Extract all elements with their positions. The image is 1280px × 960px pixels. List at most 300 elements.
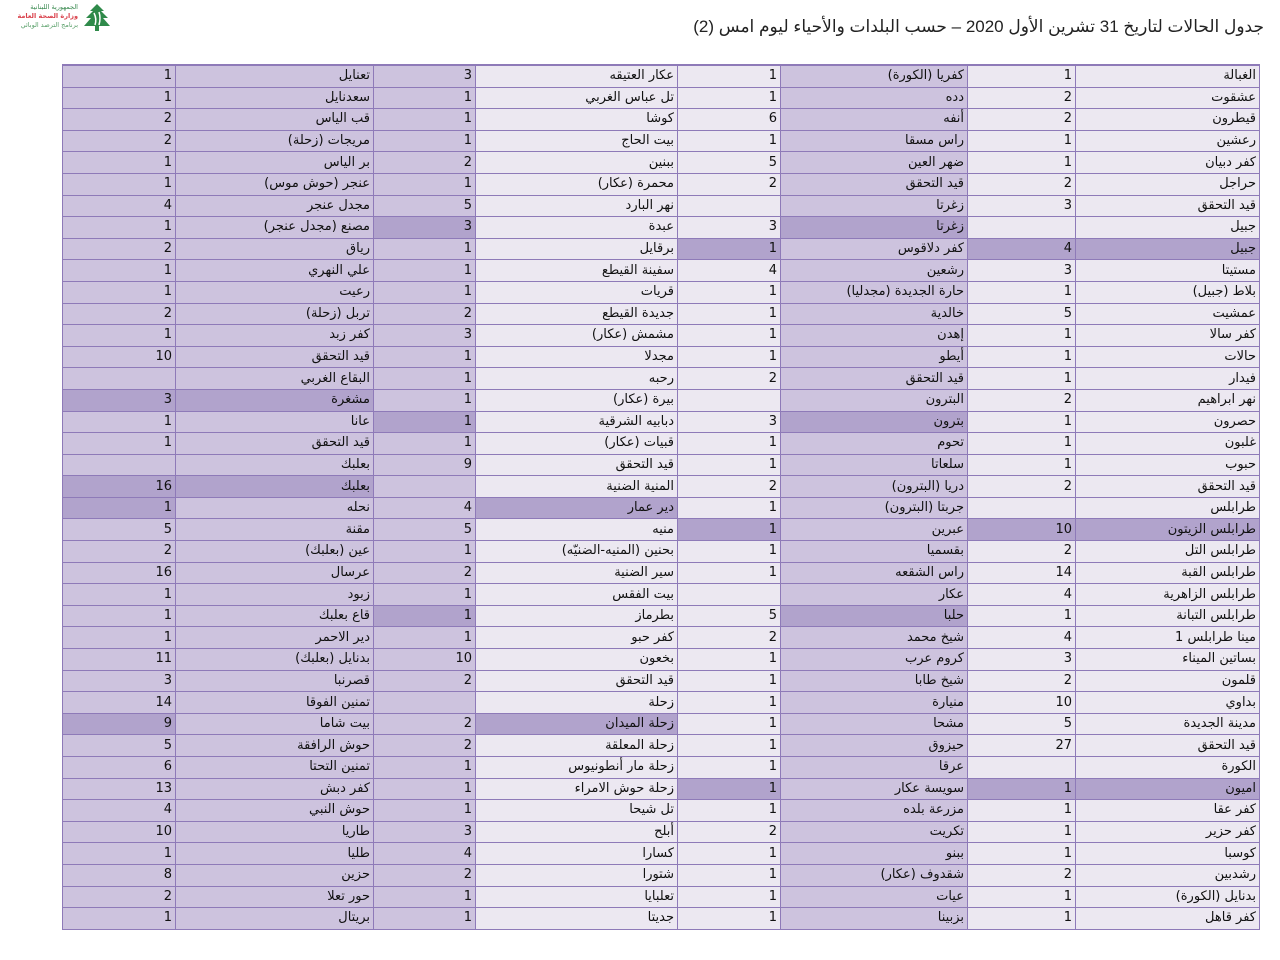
cell-count: 2 (63, 109, 176, 131)
cell-locality: قيد التحقق (1076, 476, 1260, 498)
cell-locality: رشعين (781, 260, 968, 282)
cell-count: 5 (374, 195, 476, 217)
region-header-cell: حلبا (781, 605, 968, 627)
cell-count: 2 (968, 87, 1076, 109)
logo-line-ministry: وزارة الصحة العامة (17, 12, 78, 20)
cell-locality: جبيل (1076, 217, 1260, 239)
cell-count: 3 (374, 217, 476, 239)
cell-count: 4 (63, 195, 176, 217)
cell-locality: طرابلس التبانة (1076, 605, 1260, 627)
cell-locality: بزبينا (781, 908, 968, 930)
cell-locality: بلاط (جبيل) (1076, 281, 1260, 303)
table-row (63, 670, 1260, 692)
cell-locality: زحلة (476, 692, 678, 714)
cell-count: 1 (374, 87, 476, 109)
region-header-cell: بترون (781, 411, 968, 433)
cell-locality: نحله (176, 497, 374, 519)
cell-locality: محمرة (عكار) (476, 173, 678, 195)
cell-locality: فيدار (1076, 368, 1260, 390)
table-row (63, 411, 1260, 433)
cell-locality: راس مسقا (781, 130, 968, 152)
cell-locality: تل عباس الغربي (476, 87, 678, 109)
cell-locality: أبلح (476, 821, 678, 843)
region-header-cell: طرابلس الزيتون (1076, 519, 1260, 541)
cell-count: 1 (63, 281, 176, 303)
cell-locality: مجدل عنجر (176, 195, 374, 217)
cell-locality: بساتين الميناء (1076, 649, 1260, 671)
cell-count: 1 (63, 325, 176, 347)
cell-locality: زحلة المعلقة (476, 735, 678, 757)
table-row (63, 864, 1260, 886)
cell-count: 5 (968, 303, 1076, 325)
region-header-cell: بعلبك (176, 476, 374, 498)
cell-count: 1 (374, 778, 476, 800)
table-row (63, 130, 1260, 152)
cell-count: 1 (678, 454, 781, 476)
cell-locality: كوشا (476, 109, 678, 131)
cell-count: 5 (63, 519, 176, 541)
table-row (63, 649, 1260, 671)
cell-locality: حوش الرافقة (176, 735, 374, 757)
cell-locality: قيد التحقق (781, 368, 968, 390)
cell-locality: منيارة (781, 692, 968, 714)
cell-count: 2 (968, 109, 1076, 131)
cell-count: 3 (63, 389, 176, 411)
cell-locality: سلعاتا (781, 454, 968, 476)
cell-count (968, 757, 1076, 779)
cell-count: 1 (678, 692, 781, 714)
table-row (63, 173, 1260, 195)
region-header-cell: زحلة الميدان (476, 713, 678, 735)
cell-locality: حزين (176, 864, 374, 886)
cell-count: 1 (63, 605, 176, 627)
cell-locality: مستيتا (1076, 260, 1260, 282)
cell-locality: عكار (781, 584, 968, 606)
table-row (63, 562, 1260, 584)
cell-count: 1 (63, 908, 176, 930)
cell-locality: مشحا (781, 713, 968, 735)
cell-locality: طاريا (176, 821, 374, 843)
cell-count: 5 (63, 735, 176, 757)
cell-count (63, 368, 176, 390)
cell-count: 1 (678, 65, 781, 87)
cell-locality: كفر حبو (476, 627, 678, 649)
cell-locality: الكورة (1076, 757, 1260, 779)
cell-count: 5 (678, 605, 781, 627)
cell-locality: بيت الحاج (476, 130, 678, 152)
cell-count: 16 (63, 562, 176, 584)
cell-count: 27 (968, 735, 1076, 757)
cell-count: 4 (63, 800, 176, 822)
cell-locality: عبدة (476, 217, 678, 239)
cell-count: 2 (968, 389, 1076, 411)
cell-locality: شيخ طابا (781, 670, 968, 692)
cell-count: 2 (968, 864, 1076, 886)
cell-count: 1 (968, 886, 1076, 908)
cell-locality: كسارا (476, 843, 678, 865)
cell-locality: ضهر العين (781, 152, 968, 174)
cell-locality: عكار العتيقه (476, 65, 678, 87)
cell-locality: عرسال (176, 562, 374, 584)
cell-locality: سفينة القيطع (476, 260, 678, 282)
cell-locality: شيخ محمد (781, 627, 968, 649)
cases-table (62, 64, 1260, 930)
cell-locality: تل شيحا (476, 800, 678, 822)
cell-locality: غلبون (1076, 433, 1260, 455)
table-row (63, 713, 1260, 735)
cell-count: 1 (968, 454, 1076, 476)
cell-count: 1 (968, 821, 1076, 843)
table-row (63, 346, 1260, 368)
cell-locality: قيد التحقق (781, 173, 968, 195)
cell-count: 1 (374, 800, 476, 822)
cell-locality: منيه (476, 519, 678, 541)
cell-locality: أنفه (781, 109, 968, 131)
cell-count (678, 584, 781, 606)
table-row (63, 519, 1260, 541)
cell-locality: جربتا (البترون) (781, 497, 968, 519)
table-row (63, 433, 1260, 455)
cell-locality: كفر دبش (176, 778, 374, 800)
cell-count: 1 (968, 411, 1076, 433)
cell-count: 1 (678, 735, 781, 757)
cell-locality: مينا طرابلس 1 (1076, 627, 1260, 649)
cell-count: 4 (968, 627, 1076, 649)
cell-count: 2 (678, 173, 781, 195)
cell-locality: كروم عرب (781, 649, 968, 671)
cell-count: 1 (63, 173, 176, 195)
cell-count: 1 (678, 281, 781, 303)
cell-locality: حالات (1076, 346, 1260, 368)
cell-count: 3 (678, 411, 781, 433)
table-row (63, 152, 1260, 174)
table-row (63, 281, 1260, 303)
cell-locality: عنجر (حوش موس) (176, 173, 374, 195)
cell-count: 10 (968, 519, 1076, 541)
cell-locality: ببنين (476, 152, 678, 174)
cell-locality: زغرتا (781, 195, 968, 217)
cell-count: 8 (63, 864, 176, 886)
cell-count: 1 (968, 368, 1076, 390)
region-header-cell: مشغرة (176, 389, 374, 411)
cell-count: 3 (678, 217, 781, 239)
cell-count: 1 (968, 800, 1076, 822)
table-row (63, 800, 1260, 822)
cell-count: 2 (678, 476, 781, 498)
cell-locality: راس الشقعه (781, 562, 968, 584)
cell-locality: البقاع الغربي (176, 368, 374, 390)
cell-count: 1 (678, 649, 781, 671)
table-row (63, 908, 1260, 930)
cell-count: 2 (63, 541, 176, 563)
cell-locality: مريجات (زحلة) (176, 130, 374, 152)
cell-count: 2 (678, 627, 781, 649)
cell-count: 4 (968, 238, 1076, 260)
cell-count (678, 195, 781, 217)
table-row (63, 260, 1260, 282)
cell-count: 10 (63, 821, 176, 843)
cell-count: 3 (968, 195, 1076, 217)
cell-count: 3 (374, 821, 476, 843)
cell-locality: قيد التحقق (476, 454, 678, 476)
cell-locality: دبابيه الشرقية (476, 411, 678, 433)
cell-locality: مصنع (مجدل عنجر) (176, 217, 374, 239)
cell-count: 1 (968, 325, 1076, 347)
cell-count: 1 (374, 260, 476, 282)
cell-locality: تكريت (781, 821, 968, 843)
cell-locality: دريا (البترون) (781, 476, 968, 498)
cell-count: 1 (968, 281, 1076, 303)
table-row (63, 843, 1260, 865)
cell-count: 1 (374, 605, 476, 627)
cell-locality: أيطو (781, 346, 968, 368)
cell-locality: زحلة مار أنطونيوس (476, 757, 678, 779)
cell-count: 16 (63, 476, 176, 498)
cell-locality: برقايل (476, 238, 678, 260)
cell-locality: بيت الفقس (476, 584, 678, 606)
cell-locality: كفر زبد (176, 325, 374, 347)
cell-count: 2 (374, 303, 476, 325)
cell-count: 1 (678, 325, 781, 347)
cell-locality: كفر دبيان (1076, 152, 1260, 174)
cell-count: 1 (63, 65, 176, 87)
table-row (63, 605, 1260, 627)
cell-locality: بطرماز (476, 605, 678, 627)
cell-locality: بداوي (1076, 692, 1260, 714)
cell-count: 2 (968, 670, 1076, 692)
cell-count: 1 (678, 757, 781, 779)
cell-count: 1 (374, 173, 476, 195)
cell-count: 2 (63, 130, 176, 152)
cell-count: 1 (678, 778, 781, 800)
cell-locality: بدنايل (بعلبك) (176, 649, 374, 671)
cell-count: 1 (63, 217, 176, 239)
cell-count: 1 (968, 152, 1076, 174)
cell-locality: نهر البارد (476, 195, 678, 217)
cell-locality: مقنة (176, 519, 374, 541)
cell-locality: مدينة الجديدة (1076, 713, 1260, 735)
table-row (63, 195, 1260, 217)
cell-count: 3 (63, 670, 176, 692)
cell-count: 11 (63, 649, 176, 671)
cell-count: 1 (374, 130, 476, 152)
cell-count: 2 (374, 735, 476, 757)
table-row (63, 368, 1260, 390)
cell-locality: قاع بعلبك (176, 605, 374, 627)
table-row (63, 541, 1260, 563)
cell-locality: حور تعلا (176, 886, 374, 908)
cell-locality: بحنين (المنيه-الضنيّه) (476, 541, 678, 563)
logo-text (8, 3, 78, 30)
cell-locality: كفر قاهل (1076, 908, 1260, 930)
cell-locality: قيد التحقق (176, 433, 374, 455)
cell-count: 1 (678, 346, 781, 368)
cell-locality: رعشين (1076, 130, 1260, 152)
cell-count: 1 (63, 497, 176, 519)
cell-count: 5 (374, 519, 476, 541)
table-row (63, 389, 1260, 411)
cell-locality: حيزوق (781, 735, 968, 757)
cell-count: 1 (374, 886, 476, 908)
cell-locality: سعدنايل (176, 87, 374, 109)
cell-locality: بخعون (476, 649, 678, 671)
cell-locality: عشقوت (1076, 87, 1260, 109)
cell-locality: تعنايل (176, 65, 374, 87)
cell-locality: بر الياس (176, 152, 374, 174)
cell-count: 4 (968, 584, 1076, 606)
table-row (63, 627, 1260, 649)
cell-locality: مزرعة بلده (781, 800, 968, 822)
table-row (63, 217, 1260, 239)
cell-count: 1 (678, 433, 781, 455)
cell-count: 2 (968, 476, 1076, 498)
cell-count: 1 (63, 411, 176, 433)
cell-count: 1 (63, 843, 176, 865)
cell-count: 1 (968, 346, 1076, 368)
cell-count: 4 (374, 843, 476, 865)
cell-locality: جديتا (476, 908, 678, 930)
cell-count: 1 (374, 238, 476, 260)
cell-locality: كفر عقا (1076, 800, 1260, 822)
region-header-cell: جبيل (1076, 238, 1260, 260)
cell-count (374, 692, 476, 714)
cell-locality: شقدوف (عكار) (781, 864, 968, 886)
ministry-logo (8, 3, 113, 33)
cell-count: 1 (678, 238, 781, 260)
cell-locality: بعلبك (176, 454, 374, 476)
cell-locality: حصرون (1076, 411, 1260, 433)
cell-locality: البترون (781, 389, 968, 411)
cell-count: 1 (374, 346, 476, 368)
table-row (63, 476, 1260, 498)
cell-count: 10 (63, 346, 176, 368)
cell-locality: عبرين (781, 519, 968, 541)
cell-count: 1 (374, 368, 476, 390)
cases-table-body (63, 65, 1260, 929)
cell-count: 1 (968, 778, 1076, 800)
cell-locality: قيد التحقق (1076, 195, 1260, 217)
cell-count: 4 (678, 260, 781, 282)
cell-locality: قلمون (1076, 670, 1260, 692)
cell-count: 1 (63, 584, 176, 606)
cell-locality: سويسة عكار (781, 778, 968, 800)
cell-locality: قيد التحقق (1076, 735, 1260, 757)
cell-count: 1 (63, 87, 176, 109)
cell-locality: رحبه (476, 368, 678, 390)
cell-count: 9 (374, 454, 476, 476)
cell-locality: إهدن (781, 325, 968, 347)
cell-locality: مجدلا (476, 346, 678, 368)
cell-count: 3 (374, 325, 476, 347)
cell-count: 1 (63, 627, 176, 649)
cell-locality: قريات (476, 281, 678, 303)
table-row (63, 109, 1260, 131)
table-row (63, 454, 1260, 476)
cell-count: 2 (678, 368, 781, 390)
cell-count: 1 (968, 605, 1076, 627)
cell-count: 1 (63, 260, 176, 282)
cell-locality: زبود (176, 584, 374, 606)
logo-line-program: برنامج الترصد الوبائي (20, 21, 78, 29)
cell-count: 1 (968, 843, 1076, 865)
cell-locality: نهر ابراهيم (1076, 389, 1260, 411)
cell-locality: مشمش (عكار) (476, 325, 678, 347)
table-row (63, 325, 1260, 347)
cell-locality: دده (781, 87, 968, 109)
cell-count: 2 (374, 670, 476, 692)
cell-locality: عمشيت (1076, 303, 1260, 325)
cell-count (968, 217, 1076, 239)
table-row (63, 757, 1260, 779)
cell-count: 1 (678, 130, 781, 152)
table-row (63, 821, 1260, 843)
cell-count: 1 (678, 843, 781, 865)
cell-count: 1 (374, 411, 476, 433)
cell-count: 1 (374, 109, 476, 131)
region-header-cell: دير عمار (476, 497, 678, 519)
cell-locality: طرابلس القبة (1076, 562, 1260, 584)
cell-locality: الغبالة (1076, 65, 1260, 87)
cell-count: 2 (63, 886, 176, 908)
cell-locality: حبوب (1076, 454, 1260, 476)
cell-count: 1 (374, 908, 476, 930)
cell-locality: بقسميا (781, 541, 968, 563)
cell-locality: قيد التحقق (476, 670, 678, 692)
cell-count: 1 (374, 627, 476, 649)
cell-locality: رشدبين (1076, 864, 1260, 886)
cell-count: 6 (678, 109, 781, 131)
cell-count: 2 (374, 152, 476, 174)
table-row (63, 65, 1260, 87)
cell-locality: عرقا (781, 757, 968, 779)
cell-count (374, 476, 476, 498)
cell-locality: تربل (زحلة) (176, 303, 374, 325)
cell-locality: تحوم (781, 433, 968, 455)
table-row (63, 303, 1260, 325)
cell-locality: بيت شاما (176, 713, 374, 735)
cell-count: 1 (374, 433, 476, 455)
cell-locality: خالدية (781, 303, 968, 325)
cell-locality: كفريا (الكورة) (781, 65, 968, 87)
table-row (63, 87, 1260, 109)
cell-count: 2 (374, 713, 476, 735)
cell-count: 1 (968, 433, 1076, 455)
cell-locality: شتورا (476, 864, 678, 886)
cell-count: 1 (678, 713, 781, 735)
region-header-cell: زغرتا (781, 217, 968, 239)
cell-locality: قبيات (عكار) (476, 433, 678, 455)
cell-count: 1 (678, 87, 781, 109)
table-row (63, 735, 1260, 757)
cell-locality: رياق (176, 238, 374, 260)
cell-count: 5 (968, 713, 1076, 735)
cell-locality: جديدة القيطع (476, 303, 678, 325)
cell-count: 2 (63, 303, 176, 325)
table-row (63, 238, 1260, 260)
cell-locality: طرابلس (1076, 497, 1260, 519)
cell-locality: رعيت (176, 281, 374, 303)
cell-locality: طرابلس التل (1076, 541, 1260, 563)
cell-count: 3 (374, 65, 476, 87)
table-row (63, 584, 1260, 606)
cell-count: 1 (678, 670, 781, 692)
cell-locality: عانا (176, 411, 374, 433)
cell-count: 1 (678, 519, 781, 541)
logo-line-republic: الجمهورية اللبنانية (30, 3, 78, 11)
cell-count: 1 (678, 562, 781, 584)
cell-locality: كفر حزير (1076, 821, 1260, 843)
cell-count: 4 (374, 497, 476, 519)
